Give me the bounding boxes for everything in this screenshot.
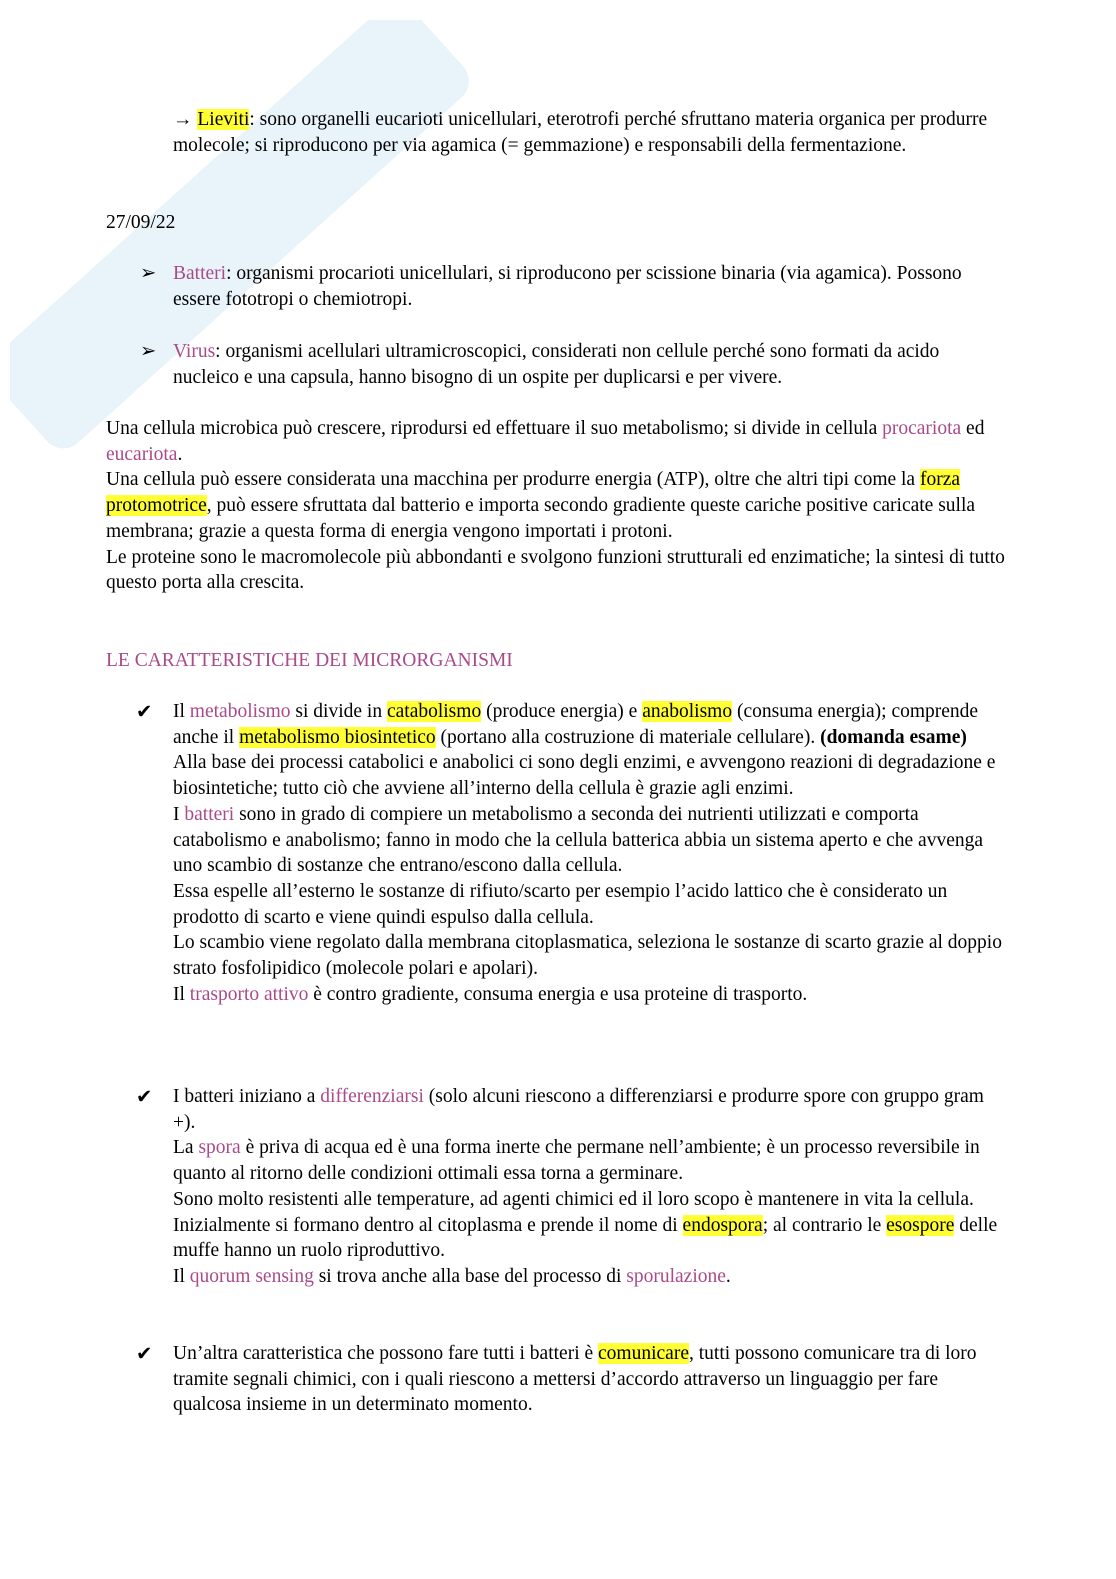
virus-text: : organismi acellulari ultramicroscopici, considerati non cellule perché sono formati da acido nucleico e una capsula, hanno bisogno di un ospite per duplicarsi e per vivere. — [173, 341, 940, 388]
batteri-text: : organismi procarioti unicellulari, si riproducono per scissione binaria (via agamica). Possono essere fototropi o chemiotropi. — [173, 263, 962, 310]
differenziazione-paragraph-5 — [173, 1264, 1008, 1290]
metabolismo-paragraph-1 — [173, 699, 1008, 750]
differenziazione-paragraph-1 — [173, 1084, 1008, 1135]
term-lieviti: Lieviti — [197, 109, 250, 130]
intro-paragraph-2 — [106, 467, 1006, 544]
term-esospore: esospore — [886, 1214, 955, 1236]
term-metabolismo: metabolismo — [189, 701, 291, 722]
item-text: (portano alla costruzione di materiale cellulare). — [435, 726, 821, 748]
checkmark-bullet-icon: ✔ — [136, 1344, 153, 1365]
term-sporulazione: sporulazione — [626, 1265, 726, 1287]
batteri-item — [173, 261, 1008, 312]
term-batteri: batteri — [184, 803, 235, 825]
term-batteri: Batteri — [173, 263, 227, 284]
item-text: Un’altra caratteristica che possono fare tutti i batteri è — [173, 1343, 599, 1364]
item-text: ; al contrario le — [762, 1214, 887, 1236]
term-trasporto-attivo: trasporto attivo — [189, 983, 309, 1005]
item-text: è priva di acqua ed è una forma inerte che permane nell’ambiente; è un processo reversibile in quanto al ritorno delle condizioni ottimali essa torna a germinare. — [173, 1137, 980, 1185]
differenziazione-paragraph-3: Sono molto resistenti alle temperature, ad agenti chimici ed il loro scopo è mantenere in vita la cellula. — [173, 1188, 974, 1210]
term-spora: spora — [198, 1137, 241, 1159]
arrowhead-bullet-icon: ➢ — [140, 263, 157, 284]
term-virus: Virus — [173, 341, 216, 362]
item-text: Inizialmente si formano dentro al citoplasma e prende il nome di — [173, 1214, 683, 1236]
exam-question-note: (domanda esame) — [820, 726, 967, 748]
intro-paragraph-3: Le proteine sono le macromolecole più abbondanti e svolgono funzioni strutturali ed enzimatiche; la sintesi di tutto questo porta alla crescita. — [106, 546, 1005, 594]
differenziazione-item — [173, 1084, 1008, 1290]
differenziazione-paragraph-4 — [173, 1213, 1008, 1264]
differenziazione-paragraph-2 — [173, 1135, 1008, 1186]
term-eucariota: eucariota — [106, 443, 178, 465]
lieviti-paragraph — [173, 107, 1008, 158]
intro-paragraph-1 — [106, 416, 1006, 467]
intro-block — [106, 416, 1006, 596]
metabolismo-item — [173, 699, 1008, 1007]
arrowhead-bullet-icon: ➢ — [140, 341, 157, 362]
item-text: I — [173, 803, 185, 825]
item-text: si trova anche alla base del processo di — [313, 1265, 627, 1287]
item-text: (solo alcuni riescono a differenziarsi e produrre spore con gruppo gram +). — [173, 1086, 984, 1133]
term-differenziarsi: differenziarsi — [320, 1086, 424, 1107]
checkmark-bullet-icon: ✔ — [136, 1087, 153, 1108]
item-text: , tutti possono comunicare tra di loro tramite segnali chimici, con i quali riescono a mettersi d’accordo attraverso un linguaggio per fare qualcosa insieme in un determinato momento. — [173, 1343, 977, 1416]
comunicazione-paragraph — [173, 1341, 1008, 1418]
metabolismo-paragraph-5: Lo scambio viene regolato dalla membrana citoplasmatica, seleziona le sostanze di scarto grazie al doppio strato fosfolipidico (molecole polari e apolari). — [173, 932, 1002, 980]
lieviti-text: : sono organelli eucarioti unicellulari, eterotrofi perché sfruttano materia organica per produrre molecole; si riproducono per via agamica (= gemmazione) e responsabili della fermentazione. — [173, 109, 988, 156]
term-quorum-sensing: quorum sensing — [189, 1265, 314, 1287]
term-comunicare: comunicare — [598, 1343, 689, 1364]
item-text: (consuma energia); comprende anche il — [173, 701, 979, 748]
term-procariota: procariota — [882, 418, 962, 439]
metabolismo-paragraph-4: Essa espelle all’esterno le sostanze di rifiuto/scarto per esempio l’acido lattico che è considerato un prodotto di scarto e viene quindi espulso dalla cellula. — [173, 880, 948, 928]
item-text: si divide in — [290, 701, 387, 722]
term-metabolismo-biosintetico: metabolismo biosintetico — [239, 726, 436, 748]
item-text: Il — [173, 701, 190, 722]
intro-text: ed — [961, 418, 985, 439]
intro-text: Una cellula può essere considerata una macchina per produrre energia (ATP), oltre che altri tipi come la — [106, 469, 920, 491]
term-endospora: endospora — [682, 1214, 763, 1236]
item-text: delle muffe hanno un ruolo riproduttivo. — [173, 1214, 998, 1262]
item-text: Il — [173, 1265, 190, 1287]
virus-item — [173, 339, 1008, 390]
intro-text: . — [177, 443, 183, 465]
item-text: I batteri iniziano a — [173, 1086, 321, 1107]
checkmark-bullet-icon: ✔ — [136, 702, 153, 723]
term-forza-protomotrice: forza protomotrice — [106, 469, 961, 517]
item-text: . — [725, 1265, 731, 1287]
arrow-icon: → — [173, 109, 193, 130]
item-text: è contro gradiente, consuma energia e usa proteine di trasporto. — [308, 983, 808, 1005]
item-text: sono in grado di compiere un metabolismo a seconda dei nutrienti utilizzati e comporta catabolismo e anabolismo; fanno in modo che la cellula batterica abbia un sistema aperto e che avvenga uno scambio di sostanze che entrano/escono dalla cellula. — [173, 803, 984, 877]
metabolismo-paragraph-2: Alla base dei processi catabolici e anabolici ci sono degli enzimi, e avvengono reazioni di degradazione e biosintetiche; tutto ciò che avviene all’interno della cellula è grazie agli enzimi. — [173, 752, 996, 800]
term-anabolismo: anabolismo — [642, 701, 733, 722]
comunicazione-item — [173, 1341, 1008, 1418]
metabolismo-paragraph-3 — [173, 802, 1008, 879]
term-catabolismo: catabolismo — [386, 701, 482, 722]
intro-text: , può essere sfruttata dal batterio e importa secondo gradiente queste cariche positive caricate sulla membrana; grazie a questa forma di energia vengono importati i protoni. — [106, 495, 976, 542]
item-text: (produce energia) e — [481, 701, 643, 722]
item-text: Il — [173, 983, 190, 1005]
section-heading: LE CARATTERISTICHE DEI MICRORGANISMI — [106, 650, 513, 671]
item-text: La — [173, 1137, 199, 1159]
metabolismo-paragraph-6 — [173, 982, 1008, 1008]
date-label: 27/09/22 — [106, 212, 176, 233]
intro-text: Una cellula microbica può crescere, riprodursi ed effettuare il suo metabolismo; si divide in cellula — [106, 418, 883, 439]
